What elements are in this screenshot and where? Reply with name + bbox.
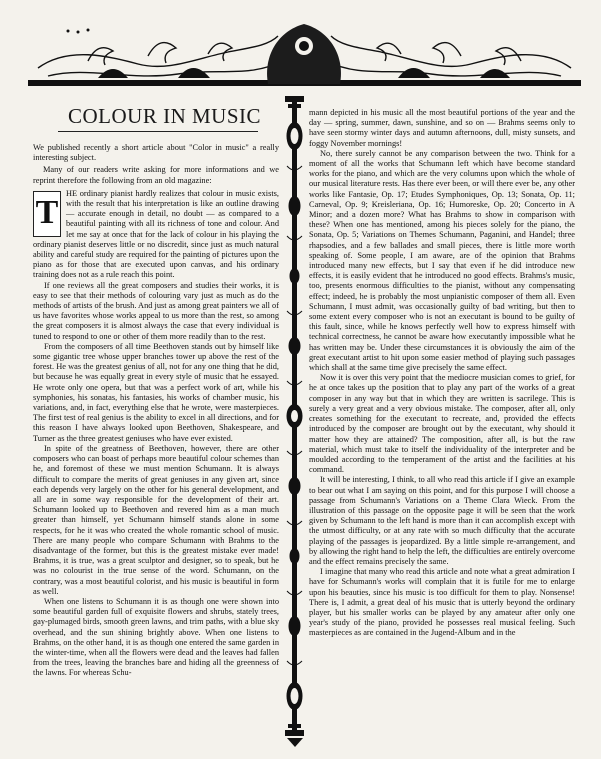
title-rule (58, 131, 258, 132)
dropcap-ornament (33, 191, 61, 237)
body-paragraph: It will be interesting, I think, to all who read this article if I give an example to bear out what I am saying on this point, and for this purpose I will choose a passage from Schumann's Variations on a Theme Clara Wieck. From the illustration of this passage on the opposite page it will be seen that the work given by Schumann to the left hand is more than it can accomplish except with the utmost difficulty, or at any rate with so much difficulty that the accurate playing of the passages is jeopardized. By a little simple re-arrangement, and by allowing the right hand to help the left, the difficulties are entirely overcome and the effect remains precisely the same. (309, 475, 575, 566)
body-paragraph: Now it is over this very point that the mediocre musician comes to grief, for he at once takes up the position that to play any part of the works of a great composer in any way but that in which they are written is sacrilege. This is surely a very great and a very obvious mistake. The composer, after all, only creates something for the executant to recreate, and, provided the effects introduced by the composer are brought out by the executant, why should it matter how they are attained? The composition, after all, is but the raw material, which must take to itself the individuality of the interpreter and be moulded according to the temperament of the artist and the facilities at his command. (309, 373, 575, 475)
intro-paragraph-1: We published recently a short article about "Color in music" a really interesting subject. (33, 143, 279, 163)
intro-paragraph-2: Many of our readers write asking for more informations and we reprint therefore the following from an old magazine: (33, 165, 279, 185)
body-paragraph: mann depicted in his music all the most beautiful portions of the year and the day — spring, summer, dawn, sunshine, and so on — Brahms seems only to have seen stormy winter days and autumn afternoons, dull, misty sunsets, and foggy November mornings! (309, 108, 575, 148)
header-ornament (28, 6, 581, 92)
body-paragraph: HE ordinary pianist hardly realizes that colour in music exists, with the result that his interpretation is like an outline drawing — accurate enough in detail, no doubt — as compared to a beautiful painting with all its richness of tone and colour. And let me say at once that for the lack of colour in his playing the ordinary pianist deserves little or no discredit, since just as much natural ability and careful study are required for the painting of pictures upon the piano as for those that are executed upon canvas, and his ordinary training does not as a rule reach this point. (33, 188, 279, 280)
body-paragraph: No, there surely cannot be any comparison between the two. Think for a moment of all the works that Schumann left which have become standard works for the piano, and which are the very columns upon which the whole of our musical literature rests. Has there ever been, or will there ever be, any other works like Fantasie, Op. 17; Etudes Symphoniques, Op. 13; Sonata, Op. 11; Carneval, Op. 9; Kreisleriana, Op. 16; Humoreske, Op. 20; Concerto in A Minor; and a dozen more? What has Brahms to show in comparison with these? When one has mentioned, among his pieces solely for the piano, the Sonata, Op. 5; Variations on Themes Schumann, Paganini, and Handel; three rhapsodies, and a few ballades and small pieces, there is little more worth speaking of. Some people, I am aware, are of the opinion that Brahms introduced many new effects, but I say that even if he did introduce new effects, it is easily evident that he introduced no good effects. Brahms's music, too, presents enormous difficulties to the pianist, without any compensating effect; indeed, he is probably the most unpianistic composer of them all. Even Schumann, I must admit, was occasionally guilty of bad writing, but then to some extent every composer who is not an executant is bound to be guilty of this fault, since, while he knows perfectly well how to express himself with technical correctness, he cannot be aware how executantly impossible what he has written may be. Under these circumstances it is obviously the aim of the great executant artist to hit upon some easier method of playing such passages which shall at the same time give precisely the same effect. (309, 148, 575, 373)
body-paragraph: In spite of the greatness of Beethoven, however, there are other composers who can boast of perhaps more beautiful colour schemes than he, and foremost of these we must mention Schumann. It is always difficult to compare the merits of great geniuses in any given art, since each depends very largely on the other for his general development, and all are in some way responsible for the development of their art. Schumann looked up to Beethoven and revered him as a man much greater than himself, yet Schumann himself stands alone in some respects, for he it was who created the whole romantic school of music. There are many people who compare Schumann with Brahms to the disadvantage of the former, but this is the greatest mistake ever made! Brahms, it is true, was a great sculptor and designer, so to speak, but he was no colourist in the true sense of the word. Schumann, on the contrary, was a most beautiful colorist, and his music is beautiful in form as well. (33, 443, 279, 596)
body-paragraph: When one listens to Schumann it is as though one were shown into some beautiful garden full of exquisite flowers and shrubs, stately trees, gay-plumaged birds, smooth green lawns, and trim paths, with a blue sky overhead, and the sun shining brightly above. When one listens to Brahms, on the other hand, it is as though one entered the same garden in the winter-time, when all the flowers were dead and the leaves had fallen from the trees, leaving the branches bare and hiding all the greenness of the lawns. For whereas Schu- (33, 596, 279, 678)
page-title: COLOUR IN MUSIC (68, 104, 262, 128)
footer-ornament (285, 736, 305, 748)
center-column-ornament (282, 96, 307, 736)
left-column (33, 143, 279, 749)
body-paragraph: I imagine that many who read this article and note what a great admiration I have for Schumann's works will complain that it is futile for me to enlarge upon his beauties, since his music is too difficult for them to play. Nonsense! There is, I admit, a great deal of his music that is utterly beyond the ordinary player, but his smaller works can be played by any amateur after only one year's study of the piano, provided he possesses real musical feeling. Such masterpieces as are contained in the Jugend-Album and in the (309, 567, 575, 638)
dropcap-letter: T (35, 193, 59, 231)
body-paragraph: From the composers of all time Beethoven stands out by himself like some gigantic tree whose upper branches tower up above the rest of the forest. He was the greatest genius of all, not for any one thing that he did, but because he was equally great in every style of music that he essayed. He wrote only one opera, but that was a perfect work of art, while his symphonies, his sonatas, his fantasies, his works of chamber music, his variations, and, in fact, everything else that he wrote, were masterpieces. The first test of real genius is the ability to excel in all directions, and for this reason I have always looked upon Beethoven, Shakespeare, and Turner as the three greatest geniuses who have ever existed. (33, 341, 279, 443)
body-paragraph: If one reviews all the great composers and studies their works, it is easy to see that their methods of colouring vary just as much as do the methods of artists of the brush. And just as among great painters we all of us have favorites whose works appeal to us more than the rest, so among the great composers it is almost always the case that every individual is tuned to respond to one or other of them more readily than to the rest. (33, 280, 279, 341)
right-column (309, 108, 575, 749)
